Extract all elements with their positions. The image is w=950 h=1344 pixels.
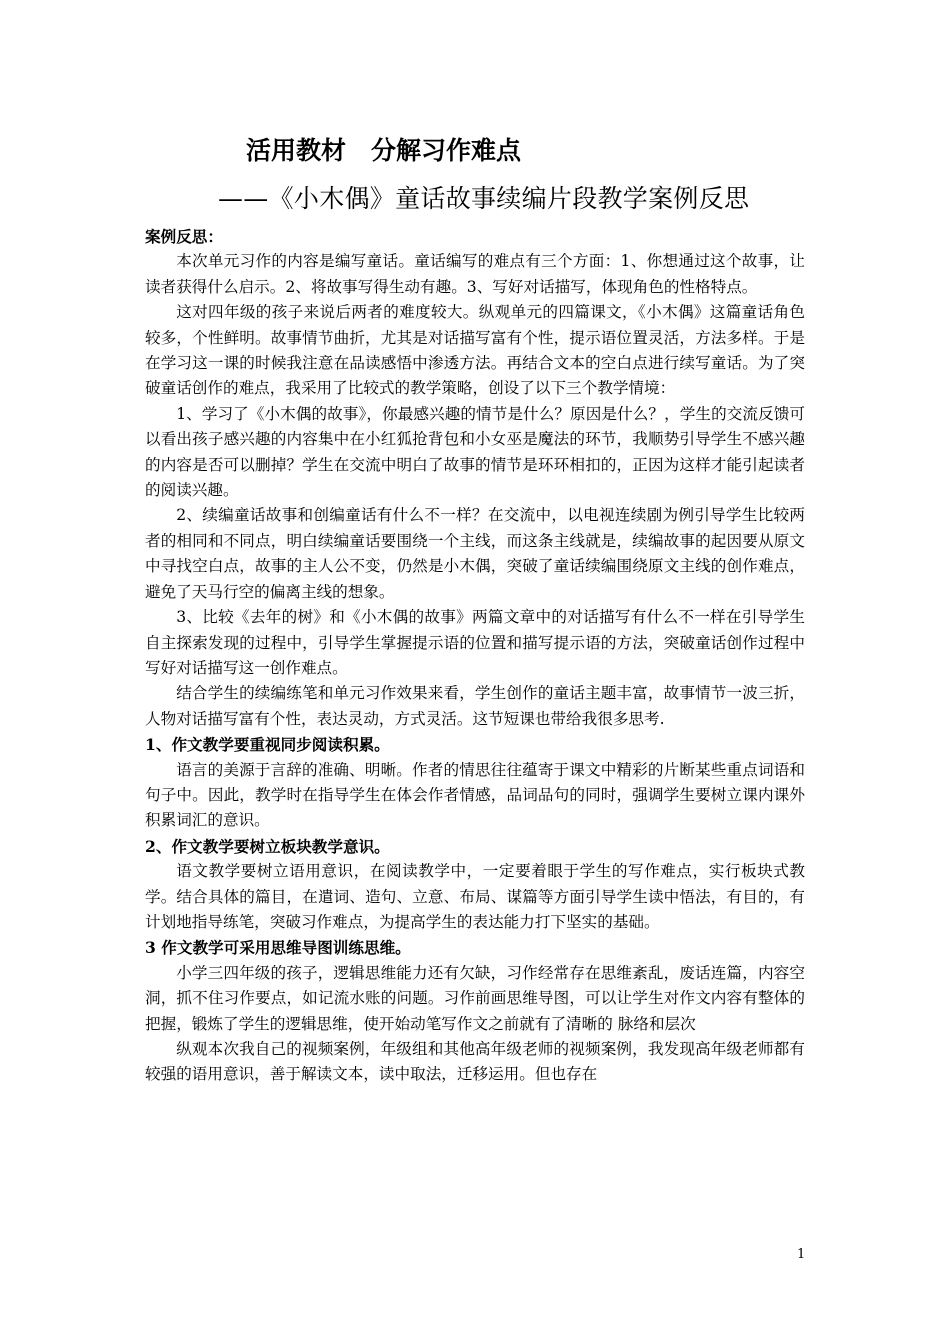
- paragraph: 这对四年级的孩子来说后两者的难度较大。纵观单元的四篇课文，《小木偶》这篇童话角色较多，个性鲜明。故事情节曲折，尤其是对话描写富有个性，提示语位置灵活，方法多样。于是在学习这一课的时候我注意在品读感悟中渗透方法。再结合文本的空白点进行续写童话。为了突破童话创作的难点，我采用了比较式的教学策略，创设了以下三个教学情境：: [145, 303, 805, 398]
- document-body: [145, 224, 805, 1088]
- closing-paragraph: 纵观本次我自己的视频案例，年级组和其他高年级老师的视频案例，我发现高年级老师都有较强的语用意识，善于解读文本，读中取法，迁移运用。但也存在: [145, 1040, 805, 1084]
- page-number: 1: [797, 1247, 806, 1262]
- section-heading: 3 作文教学可采用思维导图训练思维。: [145, 938, 411, 958]
- section-paragraph: 语文教学要树立语用意识，在阅读教学中，一定要着眼于学生的写作难点，实行板块式教学。结合具体的篇目，在遣词、造句、立意、布局、谋篇等方面引导学生读中悟法，有目的，有计划地指导练笔，突破习作难点，为提高学生的表达能力打下坚实的基础。: [145, 862, 805, 931]
- paragraph: 2、续编童话故事和创编童话有什么不一样？在交流中，以电视连续剧为例引导学生比较两者的相同和不同点，明白续编童话要围绕一个主线，而这条主线就是，续编故事的起因要从原文中寻找空白点，故事的主人公不变，仍然是小木偶，突破了童话续编围绕原文主线的创作难点，避免了天马行空的偏离主线的想象。: [145, 506, 805, 601]
- section-heading: 1、作文教学要重视同步阅读积累。: [145, 735, 390, 755]
- section-paragraph: 语言的美源于言辞的准确、明晰。作者的情思往往蕴寄于课文中精彩的片断某些重点词语和句子中。因此，教学时在指导学生在体会作者情感，品词品句的同时，强调学生要树立课内课外积累词汇的意识。: [145, 760, 805, 830]
- document-subtitle: ——《小木偶》童话故事续编片段教学案例反思: [218, 184, 750, 213]
- document-title: 活用教材 分解习作难点: [246, 136, 522, 165]
- paragraph: 3、比较《去年的树》和《小木偶的故事》两篇文章中的对话描写有什么不一样在引导学生自主探索发现的过程中，引导学生掌握提示语的位置和描写提示语的方法，突破童话创作过程中写好对话描写这一创作难点。: [145, 608, 805, 677]
- paragraph: 结合学生的续编练笔和单元习作效果来看，学生创作的童话主题丰富，故事情节一波三折，人物对话描写富有个性，表达灵动，方式灵活。这节短课也带给我很多思考.: [145, 684, 805, 728]
- paragraph: 1、学习了《小木偶的故事》，你最感兴趣的情节是什么？原因是什么？，学生的交流反馈可以看出孩子感兴趣的内容集中在小红狐抢背包和小女巫是魔法的环节，我顺势引导学生不感兴趣的内容是否可以删掉？学生在交流中明白了故事的情节是环环相扣的，正因为这样才能引起读者的阅读兴趣。: [145, 404, 805, 500]
- section-paragraph: 小学三四年级的孩子，逻辑思维能力还有欠缺，习作经常存在思维紊乱，废话连篇，内容空洞，抓不住习作要点，如记流水账的问题。习作前画思维导图，可以让学生对作文内容有整体的把握，锻炼了学生的逻辑思维，使开始动笔写作文之前就有了清晰的 脉络和层次: [145, 963, 805, 1033]
- paragraph: 本次单元习作的内容是编写童话。童话编写的难点有三个方面：1、你想通过这个故事，让读者获得什么启示。2、将故事写得生动有趣。3、写好对话描写，体现角色的性格特点。: [145, 252, 805, 296]
- section-label: 案例反思：: [145, 227, 223, 246]
- section-heading: 2、作文教学要树立板块教学意识。: [145, 836, 390, 856]
